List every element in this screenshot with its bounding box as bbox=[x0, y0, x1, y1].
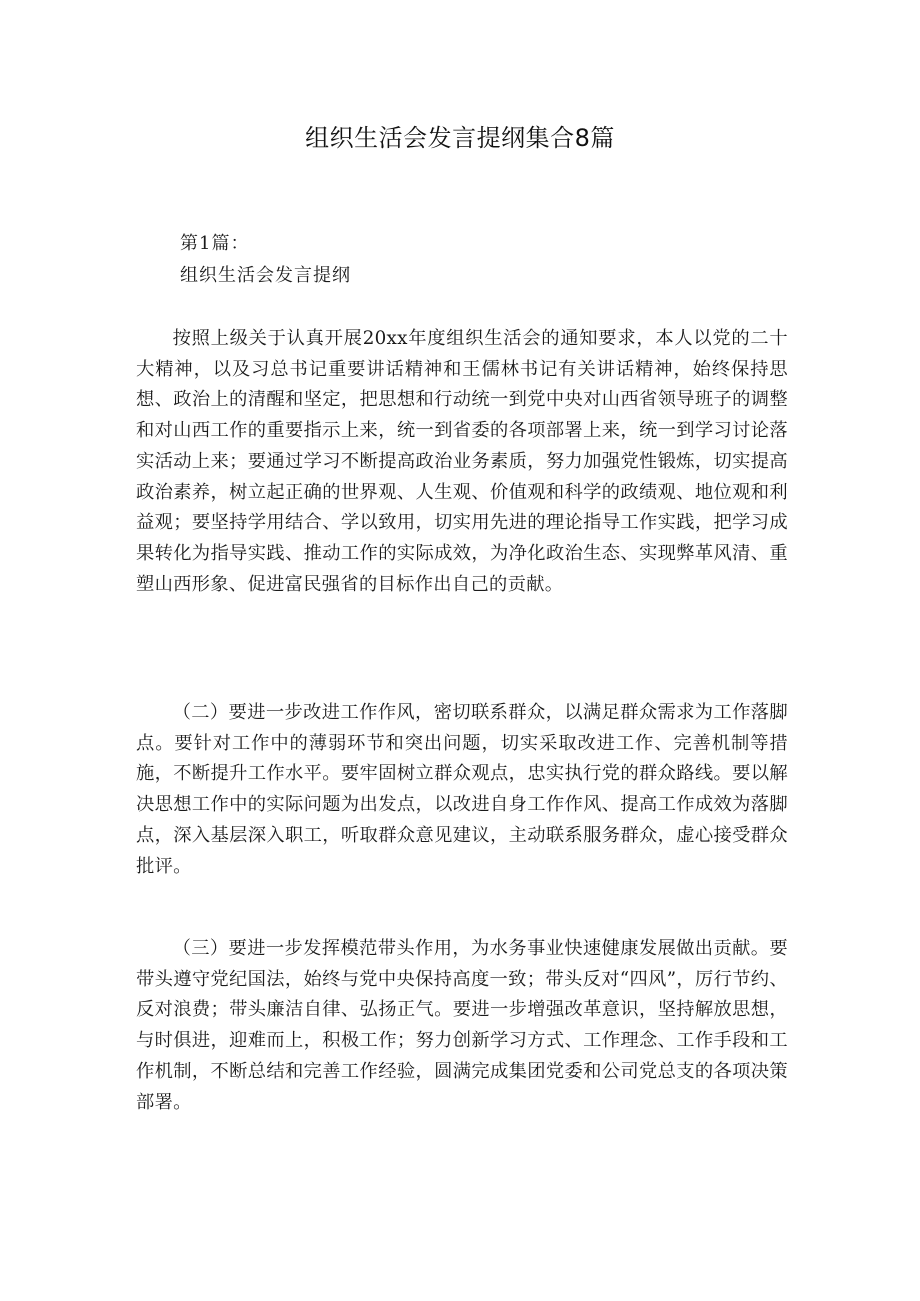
paragraph-2: （二）要进一步改进工作作风，密切联系群众，以满足群众需求为工作落脚点。要针对工作中的薄弱环节和突出问题，切实采取改进工作、完善机制等措施，不断提升工作水平。要牢固树立群众观点，忠实执行党的群众路线。要以解决思想工作中的实际问题为出发点，以改进自身工作作风、提高工作成效为落脚点，深入基层深入职工，听取群众意见建议，主动联系服务群众，虚心接受群众批评。 bbox=[136, 702, 788, 877]
paragraph-1: 按照上级关于认真开展20xx年度组织生活会的通知要求，本人以党的二十大精神，以及习总书记重要讲话精神和王儒林书记有关讲话精神，始终保持思想、政治上的清醒和坚定，把思想和行动统一到党中央对山西省领导班子的调整和对山西工作的重要指示上来，统一到省委的各项部署上来，统一到学习讨论落实活动上来；要通过学习不断提高政治业务素质，努力加强党性锻炼，切实提高政治素养，树立起正确的世界观、人生观、价值观和科学的政绩观、地位观和利益观；要坚持学用结合、学以致用，切实用先进的理论指导工作实践，把学习成果转化为指导实践、推动工作的实际成效，为净化政治生态、实现弊革风清、重塑山西形象、促进富民强省的目标作出自己的贡献。 bbox=[136, 328, 788, 595]
paragraph-3: （三）要进一步发挥模范带头作用，为水务事业快速健康发展做出贡献。要带头遵守党纪国法，始终与党中央保持高度一致；带头反对“四风”，厉行节约、反对浪费；带头廉洁自律、弘扬正气。要进一步增强改革意识，坚持解放思想，与时俱进，迎难而上，积极工作；努力创新学习方式、工作理念、工作手段和工作机制，不断总结和完善工作经验，圆满完成集团党委和公司党总支的各项决策部署。 bbox=[136, 938, 788, 1113]
section-title: 组织生活会发言提纲 bbox=[180, 265, 351, 286]
section-label: 第1篇： bbox=[180, 233, 250, 254]
document-title: 组织生活会发言提纲集合8篇 bbox=[305, 124, 615, 152]
